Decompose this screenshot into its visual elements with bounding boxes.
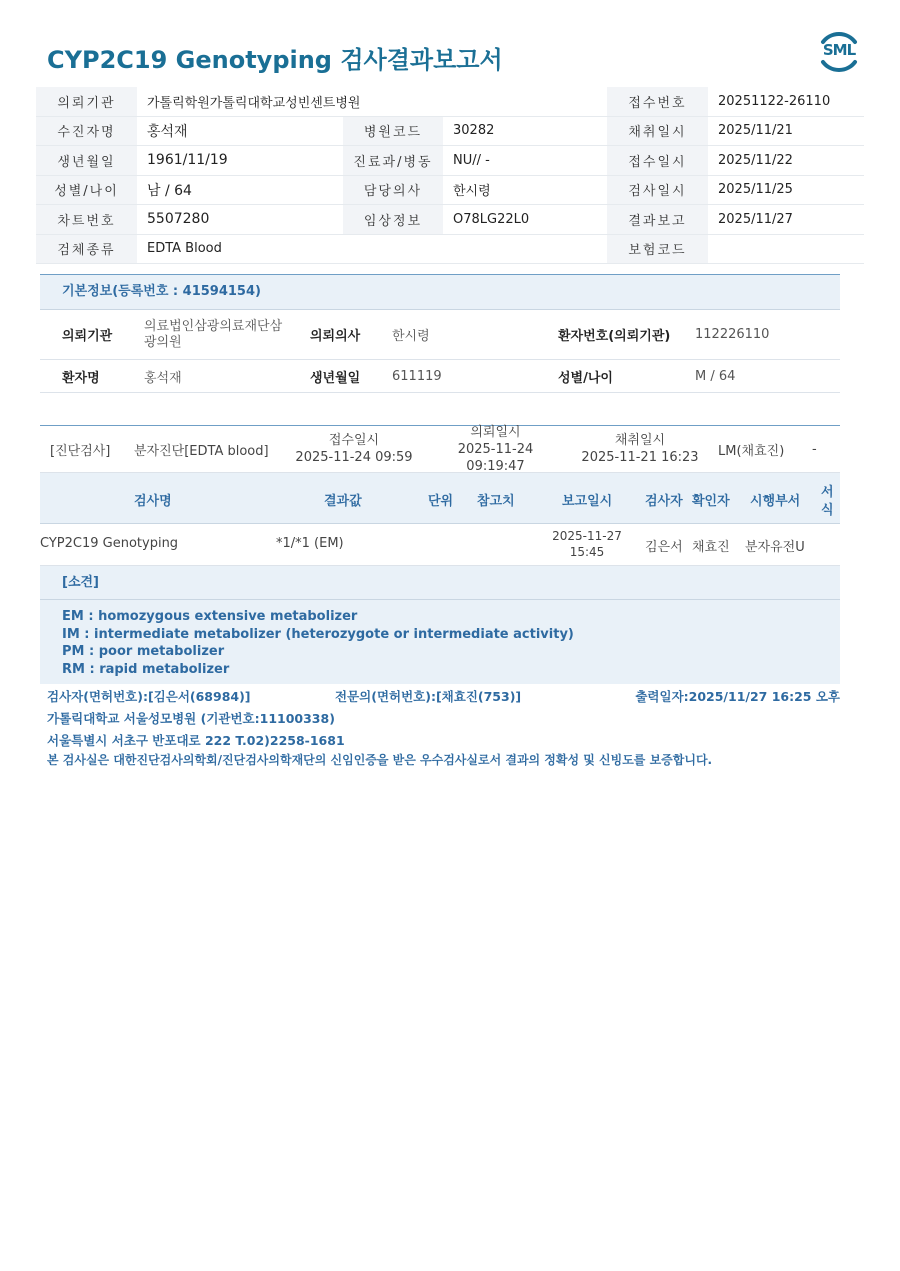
header-row — [36, 234, 864, 264]
order-category: [진단검사] — [50, 443, 111, 459]
col-report-date: 보고일시 — [562, 494, 613, 509]
received-value: 2025-11-24 09:59 — [295, 450, 413, 465]
header-label: 채취일시 — [607, 116, 708, 146]
opinion-line: EM : homozygous extensive metabolizer — [62, 609, 358, 624]
header-value — [708, 234, 864, 264]
order-specimen: 분자진단[EDTA blood] — [134, 443, 269, 459]
footer-specialist: 전문의(면허번호):[채효진(753)] — [335, 689, 522, 704]
header-label: 검사일시 — [607, 175, 708, 205]
result-value: *1/*1 (EM) — [276, 536, 344, 551]
confirmer-name: 채효진 — [692, 540, 730, 555]
sex-age-value: M / 64 — [695, 368, 736, 384]
header-value: 가톨릭학원가톨릭대학교성빈센트병원 — [137, 87, 607, 116]
header-label: 검체종류 — [36, 234, 137, 264]
header-label: 접수번호 — [607, 87, 708, 116]
report-time: 15:45 — [569, 545, 605, 559]
col-department: 시행부서 — [750, 494, 801, 509]
header-label: 진료과/병동 — [343, 146, 443, 176]
basic-info-section — [40, 274, 840, 393]
header-value: 30282 — [443, 116, 607, 146]
opinion-heading: [소견] — [40, 566, 840, 600]
footer-printed-date: 출력일자:2025/11/27 16:25 오후 — [635, 689, 840, 704]
institution-value-line-1: 의료법인삼광의료재단삼 — [144, 318, 283, 334]
tester-name: 김은서 — [645, 540, 683, 555]
header-label: 보험코드 — [607, 234, 708, 264]
header-label: 임상정보 — [343, 205, 443, 235]
test-name: CYP2C19 Genotyping — [40, 536, 179, 551]
requested-datetime — [428, 424, 563, 475]
result-table-header — [40, 473, 840, 524]
header-value: 홍석재 — [137, 116, 343, 146]
institution-label: 의뢰기관 — [62, 329, 113, 344]
opinion-box — [40, 566, 840, 684]
header-row — [36, 87, 864, 116]
birth-value: 611119 — [392, 368, 442, 384]
basic-info-heading: 기본정보(등록번호 : 41594154) — [40, 275, 840, 310]
header-row — [36, 146, 864, 176]
header-value — [343, 234, 607, 264]
institution-value — [144, 319, 282, 351]
header-row — [36, 175, 864, 205]
col-reference: 참고치 — [477, 494, 515, 509]
order-dash: - — [812, 441, 817, 457]
header-value: 2025/11/25 — [708, 175, 864, 205]
doctor-value: 한시령 — [392, 329, 430, 344]
sex-age-label: 성별/나이 — [558, 370, 613, 386]
opinion-body — [40, 600, 840, 684]
birth-label: 생년월일 — [310, 370, 361, 386]
lab-name: LM(채효진) — [718, 443, 785, 459]
header-label: 수진자명 — [36, 116, 137, 146]
col-format-2: 식 — [821, 503, 834, 518]
col-result: 결과값 — [324, 494, 362, 509]
footer-tester: 검사자(면허번호):[김은서(68984)] — [47, 689, 251, 704]
header-info-table — [36, 87, 864, 264]
header-label: 차트번호 — [36, 205, 137, 235]
patient-number-value: 112226110 — [695, 327, 770, 342]
institution-value-line-2: 광의원 — [144, 334, 182, 350]
col-confirmer: 확인자 — [692, 494, 730, 509]
doctor-label: 의뢰의사 — [310, 329, 361, 344]
table-row — [40, 524, 840, 566]
received-label: 접수일시 — [328, 433, 380, 448]
patient-number-label: 환자번호(의뢰기관) — [558, 329, 671, 344]
footer-address: 서울특별시 서초구 반포대로 222 T.02)2258-1681 — [47, 733, 345, 748]
col-tester: 검사자 — [645, 494, 683, 509]
header-value: 5507280 — [137, 205, 343, 235]
requested-label: 의뢰일시 — [470, 424, 521, 440]
collected-datetime — [580, 432, 700, 466]
opinion-line: IM : intermediate metabolizer (heterozygote or intermediate activity) — [62, 626, 574, 642]
header-label: 생년월일 — [36, 146, 137, 176]
col-format-1: 서 — [821, 485, 834, 500]
header-value: NU// - — [443, 146, 607, 176]
header-label: 성별/나이 — [36, 175, 137, 205]
opinion-line: RM : rapid metabolizer — [62, 661, 230, 677]
received-datetime — [294, 432, 414, 466]
footer-hospital: 가톨릭대학교 서울성모병원 (기관번호:11100338) — [47, 711, 335, 726]
header-label: 결과보고 — [607, 205, 708, 235]
opinion-line: PM : poor metabolizer — [62, 644, 225, 659]
sml-logo — [815, 28, 863, 76]
header-value: 2025/11/21 — [708, 116, 864, 146]
basic-info-row-1 — [40, 310, 840, 360]
header-label: 병원코드 — [343, 116, 443, 146]
header-value: 1961/11/19 — [137, 146, 343, 176]
report-datetime — [552, 528, 622, 560]
col-test-name: 검사명 — [134, 494, 172, 509]
header-value: 2025/11/27 — [708, 205, 864, 235]
header-value: 2025/11/22 — [708, 146, 864, 176]
logo-text: SML — [822, 41, 856, 59]
header-value: O78LG22L0 — [443, 205, 607, 235]
result-section — [40, 425, 840, 684]
order-info-row — [40, 426, 840, 473]
patient-name-label: 환자명 — [62, 370, 100, 386]
report-title: CYP2C19 Genotyping 검사결과보고서 — [47, 46, 503, 74]
header-value: 남 / 64 — [137, 175, 343, 205]
basic-info-row-2 — [40, 360, 840, 393]
requested-value: 2025-11-24 09:19:47 — [457, 441, 534, 474]
header-value: EDTA Blood — [137, 234, 343, 264]
collected-value: 2025-11-21 16:23 — [581, 450, 699, 465]
header-value: 20251122-26110 — [708, 87, 864, 116]
header-label: 접수일시 — [607, 146, 708, 176]
report-date: 2025-11-27 — [552, 529, 622, 543]
col-unit: 단위 — [428, 494, 454, 509]
header-row — [36, 205, 864, 235]
header-label: 의뢰기관 — [36, 87, 137, 116]
department-name: 분자유전U — [745, 540, 805, 555]
header-row — [36, 116, 864, 146]
header-label: 담당의사 — [343, 175, 443, 205]
footer-certification: 본 검사실은 대한진단검사의학회/진단검사의학재단의 신임인증을 받은 우수검사실로서 결과의 정확성 및 신빙도를 보증합니다. — [47, 753, 713, 767]
collected-label: 채취일시 — [614, 433, 666, 448]
patient-name-value: 홍석재 — [144, 370, 182, 386]
header-value: 한시령 — [443, 175, 607, 205]
